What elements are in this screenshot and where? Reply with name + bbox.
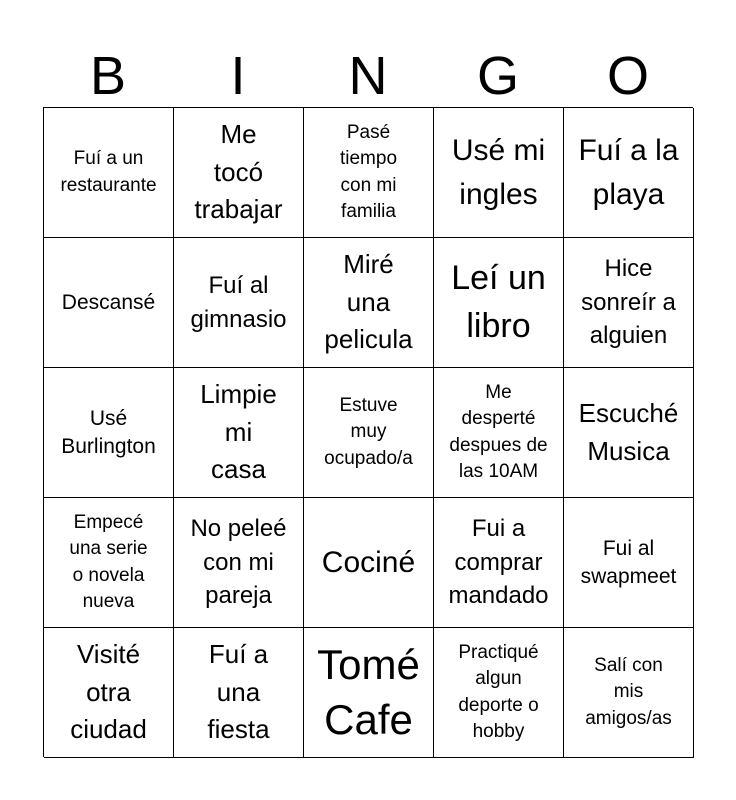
cell-text: Leí un libro <box>451 258 546 345</box>
header-letter-n: N <box>348 46 388 106</box>
cell-text: Escuché Musica <box>578 397 679 466</box>
bingo-cell[interactable] <box>44 368 174 498</box>
bingo-cell[interactable] <box>174 238 304 368</box>
bingo-cell[interactable] <box>174 628 304 758</box>
cell-text: Limpie mi casa <box>200 378 277 485</box>
bingo-cell[interactable] <box>44 498 174 628</box>
bingo-cell[interactable] <box>564 238 694 368</box>
cell-text: Visité otra ciudad <box>70 638 147 745</box>
bingo-cell[interactable] <box>304 628 434 758</box>
bingo-cell[interactable] <box>304 368 434 498</box>
cell-text: Tomé Cafe <box>317 640 420 743</box>
bingo-cell[interactable] <box>434 108 564 238</box>
header-letter-g: G <box>476 46 519 106</box>
bingo-cell[interactable] <box>434 368 564 498</box>
cell-text: Salí con mis amigos/as <box>585 655 672 729</box>
bingo-cell[interactable] <box>304 108 434 238</box>
cell-text: Fuí a un restaurante <box>60 148 157 196</box>
cell-text: Estuve muy ocupado/a <box>324 395 413 469</box>
bingo-card <box>43 107 693 757</box>
cell-text: Me desperté despues de las 10AM <box>449 382 548 482</box>
bingo-header <box>43 44 693 108</box>
cell-text: Pasé tiempo con mi familia <box>339 122 398 222</box>
cell-text: Fui al swapmeet <box>580 536 677 588</box>
cell-text: Descansé <box>61 290 156 314</box>
bingo-cell[interactable] <box>174 498 304 628</box>
bingo-cell[interactable] <box>304 498 434 628</box>
bingo-cell[interactable] <box>44 628 174 758</box>
cell-text: Usé Burlington <box>61 406 156 458</box>
header-letter-o: O <box>606 46 649 106</box>
bingo-cell[interactable] <box>174 108 304 238</box>
cell-text: Miré una pelicula <box>324 248 413 355</box>
header-letter-b: B <box>89 46 127 106</box>
bingo-cell[interactable] <box>434 628 564 758</box>
cell-text: Cociné <box>321 545 416 579</box>
bingo-cell[interactable] <box>564 368 694 498</box>
cell-text: Practiqué algun deporte o hobby <box>458 642 539 742</box>
bingo-cell[interactable] <box>434 498 564 628</box>
bingo-cell[interactable] <box>44 238 174 368</box>
cell-text: No peleé con mi pareja <box>190 515 287 610</box>
header-letter-i: I <box>230 46 246 106</box>
bingo-cell[interactable] <box>304 238 434 368</box>
bingo-cell[interactable] <box>564 108 694 238</box>
bingo-cell[interactable] <box>174 368 304 498</box>
cell-text: Fuí a una fiesta <box>207 638 270 745</box>
cell-text: Usé mi ingles <box>451 134 546 211</box>
cell-text: Fui a comprar mandado <box>448 515 549 610</box>
bingo-cell[interactable] <box>44 108 174 238</box>
bingo-cell[interactable] <box>564 628 694 758</box>
cell-text: Hice sonreír a alguien <box>581 255 676 350</box>
cell-text: Me tocó trabajar <box>194 118 283 225</box>
bingo-cell[interactable] <box>434 238 564 368</box>
cell-text: Fuí al gimnasio <box>190 271 287 333</box>
cell-text: Fuí a la playa <box>578 134 679 211</box>
cell-text: Empecé una serie o novela nueva <box>69 512 148 612</box>
bingo-cell[interactable] <box>564 498 694 628</box>
